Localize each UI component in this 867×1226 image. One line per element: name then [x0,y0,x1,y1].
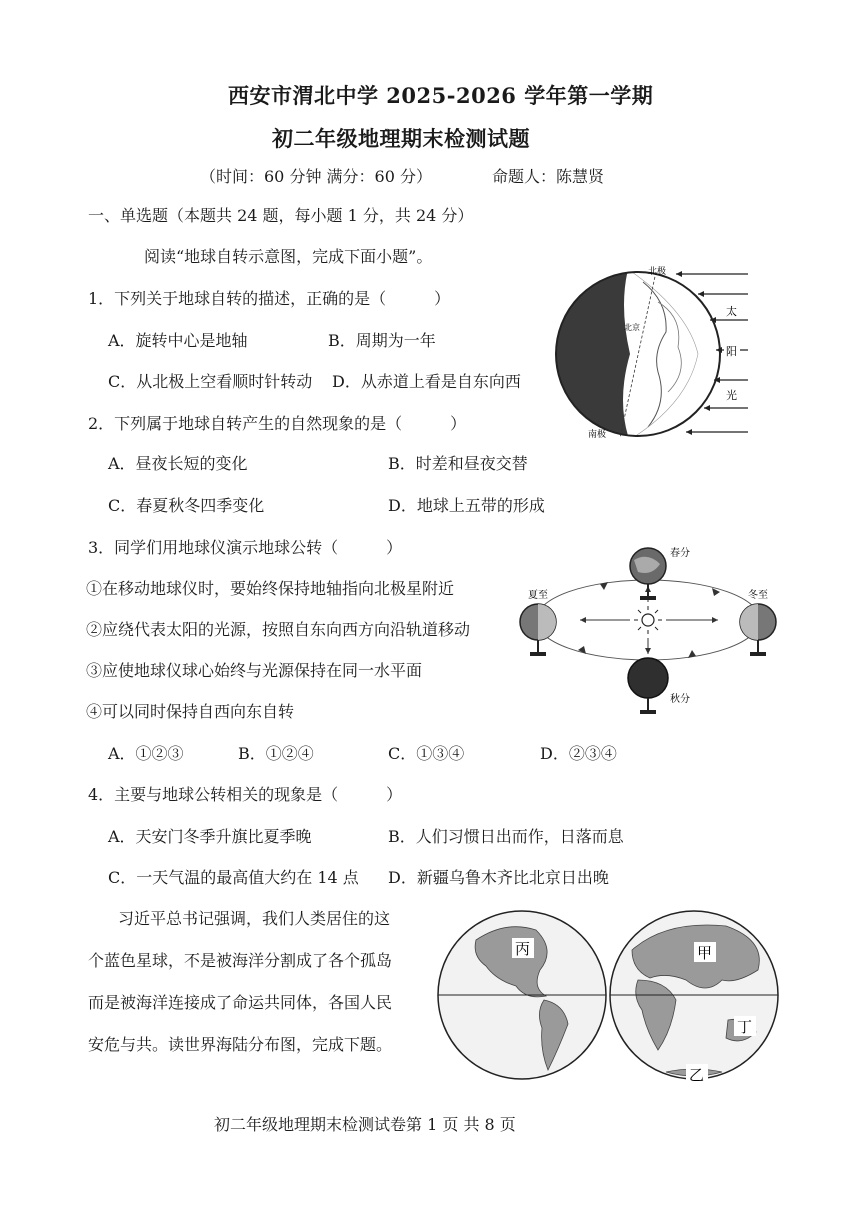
earth-revolution-figure [508,542,788,724]
eastern-hemisphere [610,911,778,1079]
exam-meta-time: （时间：60 分钟 满分：60 分） [200,167,432,186]
question-3-stem: 3．同学们用地球仪演示地球公转（ ） [88,538,403,557]
q4-option-a[interactable]: A．天安门冬季升旗比夏季晚 [108,827,312,846]
q3-statement-4: ④可以同时保持自西向东自转 [86,702,295,721]
western-hemisphere [438,911,606,1079]
q3-statement-1: ①在移动地球仪时，要始终保持地轴指向北极星附近 [86,579,455,598]
q3-option-d[interactable]: D．②③④ [540,744,617,763]
sun-char-3: 光 [726,389,737,402]
label-yi: 乙 [689,1066,705,1084]
q4-option-b[interactable]: B．人们习惯日出而作，日落而息 [388,827,624,846]
reading-intro: 阅读“地球自转示意图，完成下面小题”。 [144,247,433,266]
question-2-stem: 2．下列属于地球自转产生的自然现象的是（ ） [88,414,467,433]
north-pole-label: 北极 [648,267,667,277]
q2-option-d[interactable]: D．地球上五带的形成 [388,496,545,515]
sun-lamp-icon [634,606,662,634]
spring-equinox-label: 春分 [670,548,690,559]
passage-line-1: 习近平总书记强调，我们人类居住的这 [118,909,391,928]
q4-option-d[interactable]: D．新疆乌鲁木齐比北京日出晚 [388,868,609,887]
q1-option-c[interactable]: C．从北极上空看顺时针转动 [108,372,313,391]
summer-solstice-label: 夏至 [528,590,548,601]
q3-option-c[interactable]: C．①③④ [388,744,465,763]
q2-option-a[interactable]: A．昼夜长短的变化 [108,454,248,473]
section-heading: 一、单选题（本题共 24 题，每小题 1 分，共 24 分） [88,206,474,225]
globe-winter-icon [740,604,776,656]
south-pole-label: 南极 [588,430,607,440]
q2-option-b[interactable]: B．时差和昼夜交替 [388,454,528,473]
question-1-stem: 1．下列关于地球自转的描述，正确的是（ ） [88,289,451,308]
globe-spring-icon [630,548,666,600]
q3-option-b[interactable]: B．①②④ [238,744,314,763]
winter-solstice-label: 冬至 [748,590,768,601]
passage-line-2: 个蓝色星球，不是被海洋分割成了各个孤岛 [88,951,393,970]
exam-subtitle: 初二年级地理期末检测试题 [272,126,530,151]
globe-summer-icon [520,604,556,656]
label-ding: 丁 [737,1018,753,1036]
world-map-figure [436,900,782,1090]
q4-option-c[interactable]: C．一天气温的最高值大约在 14 点 [108,868,359,887]
q2-option-c[interactable]: C．春夏秋冬四季变化 [108,496,265,515]
globe-autumn-icon [628,658,668,714]
q1-option-a[interactable]: A．旋转中心是地轴 [108,331,248,350]
q1-option-d[interactable]: D．从赤道上看是自东向西 [332,372,521,391]
earth-rotation-figure [548,262,758,442]
beijing-label: 北京 [624,323,640,332]
exam-title: 西安市渭北中学 2025-2026 学年第一学期 [228,83,654,108]
label-jia: 甲 [697,944,713,962]
q3-option-a[interactable]: A．①②③ [108,744,184,763]
q1-option-b[interactable]: B．周期为一年 [328,331,436,350]
page-footer: 初二年级地理期末检测试卷第 1 页 共 8 页 [214,1115,516,1134]
passage-line-4: 安危与共。读世界海陆分布图，完成下题。 [88,1035,393,1054]
autumn-equinox-label: 秋分 [670,694,690,705]
q3-statement-2: ②应绕代表太阳的光源，按照自东向西方向沿轨道移动 [86,620,471,639]
q3-statement-3: ③应使地球仪球心始终与光源保持在同一水平面 [86,661,423,680]
sun-char-2: 阳 [726,345,737,358]
label-bing: 丙 [515,940,531,958]
exam-meta-author: 命题人：陈慧贤 [492,167,605,186]
question-4-stem: 4．主要与地球公转相关的现象是（ ） [88,785,403,804]
sun-char-1: 太 [726,305,737,318]
passage-line-3: 而是被海洋连接成了命运共同体，各国人民 [88,993,393,1012]
